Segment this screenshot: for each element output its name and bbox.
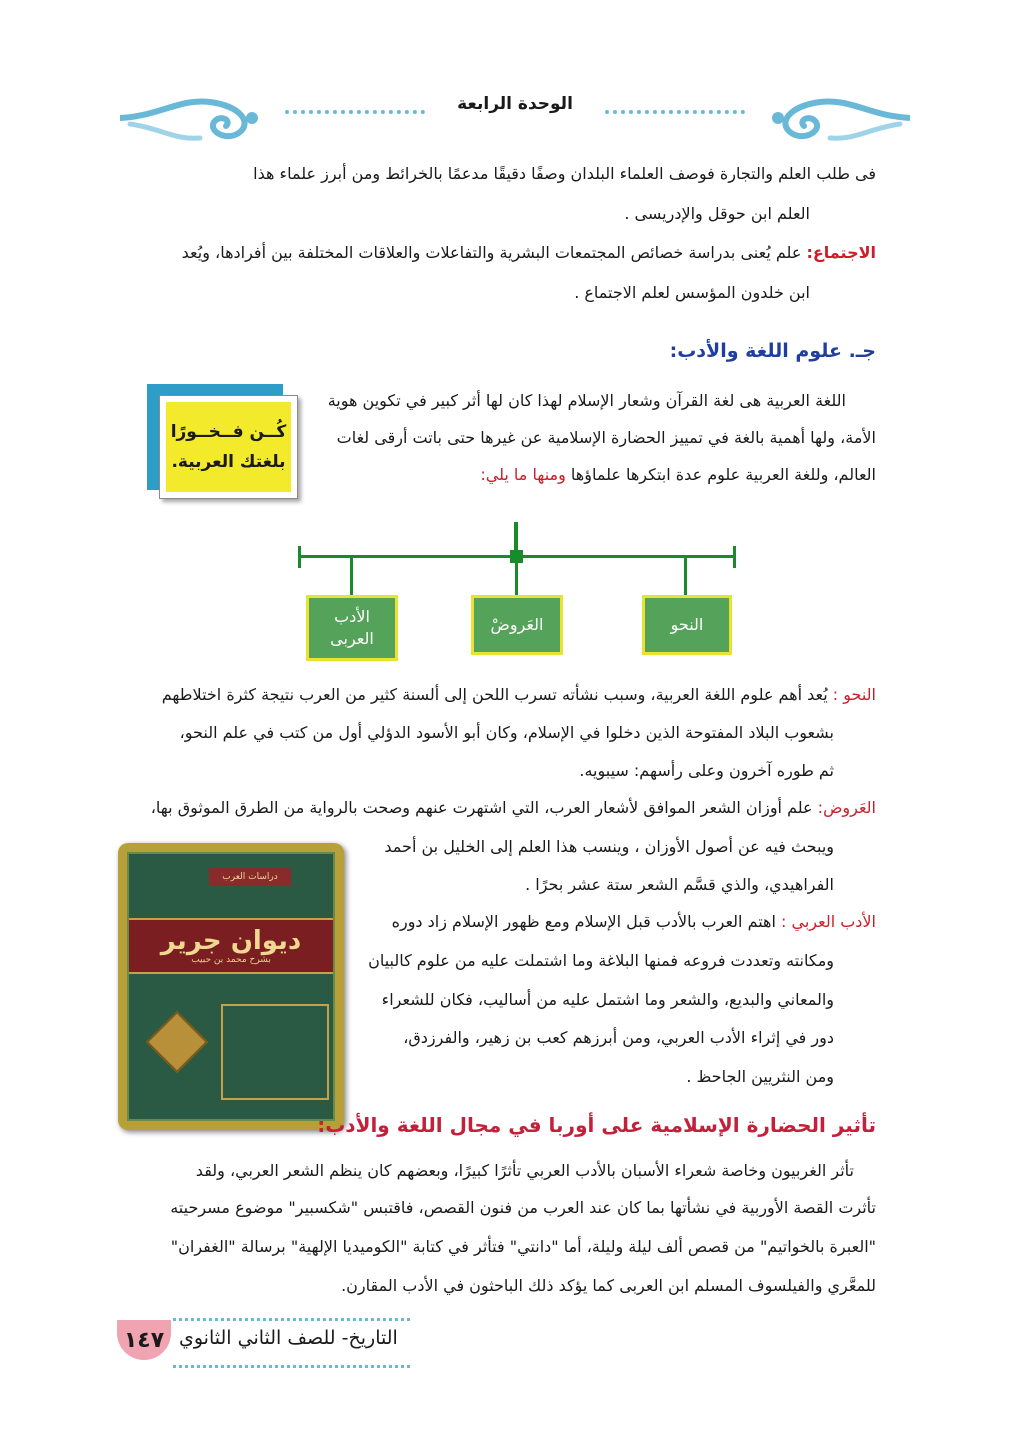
tree-node-nahw bbox=[642, 595, 732, 655]
footer-book-title: التاريخ- للصف الثاني الثانوي bbox=[179, 1327, 398, 1349]
page-footer bbox=[117, 1315, 410, 1372]
tree-drop-adab bbox=[350, 558, 353, 595]
arud-line-3: الفراهيدي، والذي قسَّم الشعر ستة عشر بحرًا . bbox=[525, 875, 834, 894]
book-diamond-ornament bbox=[146, 1011, 208, 1073]
sociology-term: الاجتماع: bbox=[806, 243, 876, 262]
intro-line-2: العلم ابن حوقل والإدريسى . bbox=[624, 204, 810, 223]
nahw-text: يُعد أهم علوم اللغة العربية، وسبب نشأته تسرب اللحن إلى ألسنة كثير من العرب نتيجة كثرة اختلاطهم bbox=[161, 685, 828, 704]
adab-term: الأدب العربي : bbox=[781, 912, 876, 931]
callout-panel bbox=[166, 402, 291, 492]
sociology-line-1 bbox=[182, 242, 876, 264]
section-c-line-2: الأمة، ولها أهمية بالغة في تمييز الحضارة الإسلامية عن غيرها حتى باتت أرقى لغات bbox=[336, 428, 876, 447]
callout-box bbox=[159, 395, 298, 499]
arud-line-2: ويبحث فيه عن أصول الأوزان ، وينسب هذا العلم إلى الخليل بن أحمد bbox=[384, 837, 834, 856]
influence-line-2: تأثرت القصة الأوربية في نشأتها بما كان عند العرب من فنون القصص، فاقتبس "شكسبير" موضوع مسرحيته bbox=[170, 1198, 876, 1217]
swirl-ornament-left bbox=[120, 88, 270, 144]
influence-line-1: تأثر الغربيون وخاصة شعراء الأسبان بالأدب العربي تأثرًا كبيرًا، وبعضهم كان ينظم الشعر العربي، ولقد bbox=[195, 1161, 854, 1180]
arud-term: العَروض: bbox=[817, 798, 876, 817]
unit-title: الوحدة الرابعة bbox=[457, 94, 573, 114]
tree-drop-arud bbox=[515, 558, 518, 595]
swirl-ornament-right bbox=[760, 88, 910, 144]
section-c-heading: جـ. علوم اللغة والأدب: bbox=[669, 340, 876, 362]
language-sciences-tree bbox=[296, 522, 746, 662]
influence-line-4: للمعَّري والفيلسوف المسلم ابن العربى كما يؤكد ذلك الباحثون في الأدب المقارن. bbox=[341, 1276, 876, 1295]
adab-line-5: ومن النثريين الجاحظ . bbox=[686, 1067, 834, 1086]
callout-line-2: بلغتك العربية. bbox=[171, 452, 286, 472]
header-dotted-rule-left bbox=[285, 110, 425, 114]
tree-node-adab-label-1: الأدب bbox=[334, 607, 370, 626]
book-title-band bbox=[129, 918, 333, 974]
influence-heading: تأثير الحضارة الإسلامية على أوربا في مجال اللغة والأدب: bbox=[317, 1113, 876, 1137]
tree-node-adab-label-2: العربى bbox=[330, 629, 374, 648]
header-dotted-rule-right bbox=[605, 110, 745, 114]
book-series-label: دراسات العرب bbox=[209, 868, 291, 886]
adab-line-4: دور في إثراء الأدب العربي، ومن أبرزهم كعب بن زهير، والفرزدق، bbox=[403, 1028, 834, 1047]
arud-line-1 bbox=[151, 797, 876, 819]
page-number: ١٤٧ bbox=[123, 1327, 165, 1353]
section-c-line-3-highlight: ومنها ما يلي: bbox=[480, 465, 566, 484]
nahw-line-2: بشعوب البلاد المفتوحة الذين دخلوا في الإسلام، وكان أبو الأسود الدؤلي أول من كتب في علم النحو، bbox=[179, 723, 834, 742]
adab-line-2: ومكانته وتعددت فروعه فمنها البلاغة وما اشتملت عليه من علوم كالبيان bbox=[368, 951, 834, 970]
section-c-line-3 bbox=[480, 464, 876, 486]
tree-bar-cap-right bbox=[733, 546, 736, 568]
nahw-line-1 bbox=[162, 684, 876, 706]
influence-line-3: "العبرة بالخواتيم" من قصص ألف ليلة وليلة، أما "دانتي" فتأثر في كتابة "الكوميديا الإلهية" برسالة "الغفران" bbox=[170, 1237, 876, 1256]
nahw-line-3: ثم طوره آخرون وعلى رأسهم: سيبويه. bbox=[579, 761, 834, 780]
nahw-term: النحو : bbox=[832, 685, 876, 704]
page-number-badge bbox=[117, 1320, 171, 1360]
tree-bar-cap-left bbox=[298, 546, 301, 568]
arud-text: علم أوزان الشعر الموافق لأشعار العرب، التي اشتهرت عنهم وصحت بالرواية من الطرق الموثوق بها، bbox=[150, 798, 813, 817]
book-subtitle: بشرح محمد بن حبيب bbox=[191, 955, 271, 965]
intro-line-1: فى طلب العلم والتجارة فوصف العلماء البلدان وصفًا دقيقًا مدعمًا بالخرائط ومن أبرز علماء هذا bbox=[253, 164, 876, 183]
tree-drop-nahw bbox=[684, 558, 687, 595]
book-title: ديوان جرير bbox=[160, 926, 302, 956]
tree-node-adab bbox=[306, 595, 398, 661]
tree-node-arud-label: العَروضْ bbox=[490, 615, 544, 634]
sociology-line-2: ابن خلدون المؤسس لعلم الاجتماع . bbox=[574, 283, 810, 302]
section-c-line-3-main: العالم، وللغة العربية علوم عدة ابتكرها علماؤها bbox=[565, 465, 876, 484]
sociology-text: علم يُعنى بدراسة خصائص المجتمعات البشرية والتفاعلات والعلاقات المختلفة بين أفرادها، ويُعد bbox=[181, 243, 802, 262]
tree-node-arud bbox=[471, 595, 563, 655]
callout-line-1: كُــن فــخــورًا bbox=[170, 422, 287, 442]
adab-text: اهتم العرب بالأدب قبل الإسلام ومع ظهور الإسلام زاد دوره bbox=[391, 912, 776, 931]
tree-node-nahw-label: النحو bbox=[670, 615, 704, 634]
page-header bbox=[120, 88, 910, 144]
section-c-line-1: اللغة العربية هى لغة القرآن وشعار الإسلام لهذا كان لها أثر كبير في تكوين هوية bbox=[327, 391, 846, 410]
book-cover-image bbox=[118, 843, 344, 1130]
book-cover-face bbox=[127, 852, 335, 1121]
adab-line-1 bbox=[392, 911, 876, 933]
footer-dotted-rule-bottom bbox=[173, 1365, 410, 1368]
footer-dotted-rule-top bbox=[173, 1318, 410, 1321]
adab-line-3: والمعاني والبديع، والشعر وما اشتمل عليه من أساليب، فكان للشعراء bbox=[381, 990, 834, 1009]
book-frame-ornament bbox=[221, 1004, 329, 1100]
